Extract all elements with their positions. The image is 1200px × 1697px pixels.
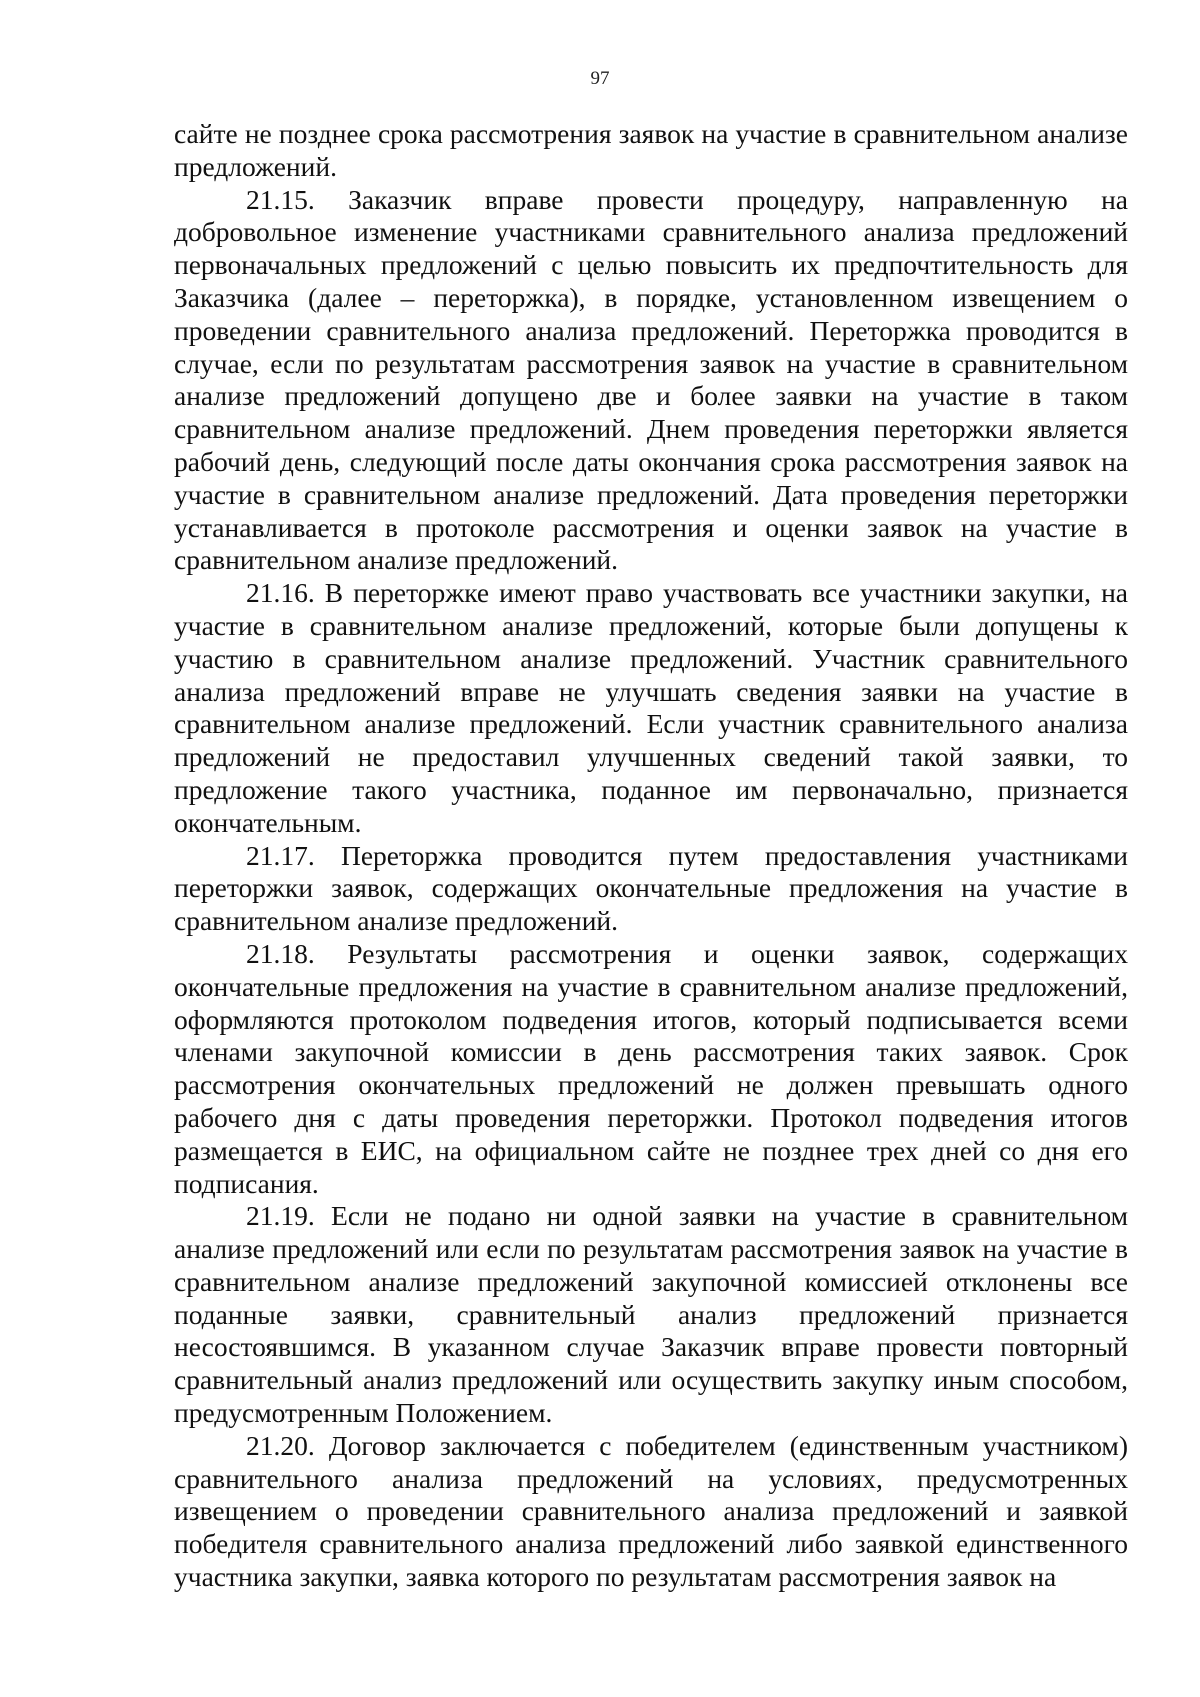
page-number: 97 xyxy=(590,68,610,89)
paragraph-21-17: 21.17. Переторжка проводится путем предоставления участниками переторжки заявок, содержащих окончательные предложения на участие в сравнительном анализе предложений. xyxy=(174,839,1128,937)
paragraph-21-19: 21.19. Если не подано ни одной заявки на участие в сравнительном анализе предложений или если по результатам рассмотрения заявок на участие в сравнительном анализе предложений закупочной комиссией отклонены все поданные заявки, сравнительный анализ предложений признается несостоявшимся. В указанном случае Заказчик вправе провести повторный сравнительный анализ предложений или осуществить закупку иным способом, предусмотренным Положением. xyxy=(174,1200,1128,1429)
document-body xyxy=(174,118,1128,1594)
paragraph-21-18: 21.18. Результаты рассмотрения и оценки заявок, содержащих окончательные предложения на участие в сравнительном анализе предложений, оформляются протоколом подведения итогов, который подписывается всеми членами закупочной комиссии в день рассмотрения таких заявок. Срок рассмотрения окончательных предложений не должен превышать одного рабочего дня с даты проведения переторжки. Протокол подведения итогов размещается в ЕИС, на официальном сайте не позднее трех дней со дня его подписания. xyxy=(174,937,1128,1199)
paragraph-21-15: 21.15. Заказчик вправе провести процедуру, направленную на добровольное изменение участниками сравнительного анализа предложений первоначальных предложений с целью повысить их предпочтительность для Заказчика (далее – переторжка), в порядке, установленном извещением о проведении сравнительного анализа предложений. Переторжка проводится в случае, если по результатам рассмотрения заявок на участие в сравнительном анализе предложений допущено две и более заявки на участие в таком сравнительном анализе предложений. Днем проведения переторжки является рабочий день, следующий после даты окончания срока рассмотрения заявок на участие в сравнительном анализе предложений. Дата проведения переторжки устанавливается в протоколе рассмотрения и оценки заявок на участие в сравнительном анализе предложений. xyxy=(174,183,1128,576)
paragraph-21-16: 21.16. В переторжке имеют право участвовать все участники закупки, на участие в сравнительном анализе предложений, которые были допущены к участию в сравнительном анализе предложений. Участник сравнительного анализа предложений вправе не улучшать сведения заявки на участие в сравнительном анализе предложений. Если участник сравнительного анализа предложений не предоставил улучшенных сведений такой заявки, то предложение такого участника, поданное им первоначально, признается окончательным. xyxy=(174,577,1128,838)
paragraph-21-20: 21.20. Договор заключается с победителем (единственным участником) сравнительного анализа предложений на условиях, предусмотренных извещением о проведении сравнительного анализа предложений и заявкой победителя сравнительного анализа предложений либо заявкой единственного участника закупки, заявка которого по результатам рассмотрения заявок на xyxy=(174,1429,1128,1593)
continuation-paragraph: сайте не позднее срока рассмотрения заявок на участие в сравнительном анализе предложений. xyxy=(174,118,1128,182)
